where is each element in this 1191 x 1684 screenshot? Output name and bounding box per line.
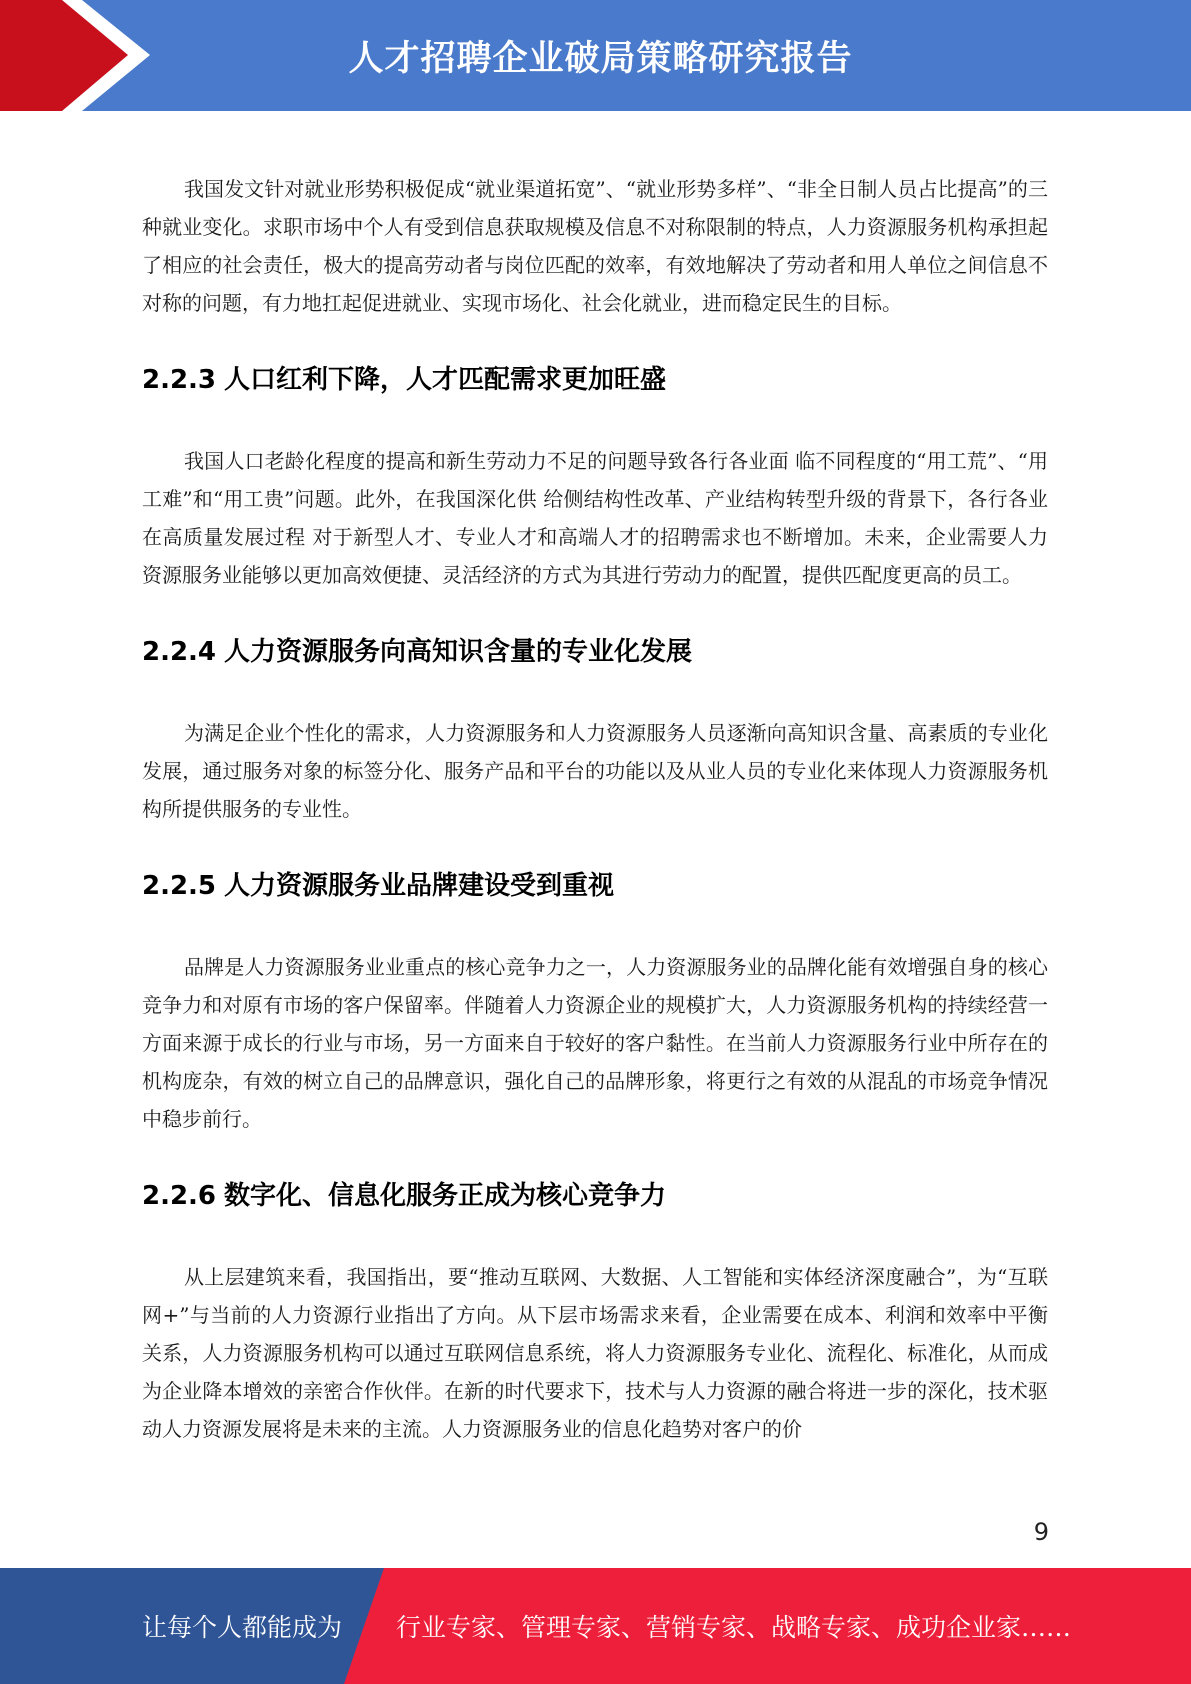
paragraph: 我国人口老龄化程度的提高和新生劳动力不足的问题导致各行各业面 临不同程度的“用工荒”、“用工难”和“用工贵”问题。此外，在我国深化供 给侧结构性改革、产业结构转型升级的背景下，各行各业在高质量发展过程 对于新型人才、专业人才和高端人才的招聘需求也不断增加。未来，企业需要人力资源服务业能够以更加高效便捷、灵活经济的方式为其进行劳动力的配置，提供匹配度更高的员工。 <box>142 449 1048 587</box>
intro-section <box>142 170 1048 322</box>
section-number: 2.2.4 <box>142 637 217 667</box>
section-heading-2-2-5 <box>142 868 1048 904</box>
section-number: 2.2.6 <box>142 1181 217 1211</box>
section-heading-2-2-6 <box>142 1178 1048 1214</box>
section-heading-2-2-3 <box>142 362 1048 398</box>
page-number: 9 <box>1033 1518 1049 1546</box>
paragraph: 为满足企业个性化的需求，人力资源服务和人力资源服务人员逐渐向高知识含量、高素质的专业化发展，通过服务对象的标签分化、服务产品和平台的功能以及从业人员的专业化来体现人力资源服务机构所提供服务的专业性。 <box>142 721 1048 821</box>
section-number: 2.2.3 <box>142 365 217 395</box>
paragraph: 品牌是人力资源服务业业重点的核心竞争力之一，人力资源服务业的品牌化能有效增强自身的核心竞争力和对原有市场的客户保留率。伴随着人力资源企业的规模扩大，人力资源服务机构的持续经营一方面来源于成长的行业与市场，另一方面来自于较好的客户黏性。在当前人力资源服务行业中所存在的机构庞杂，有效的树立自己的品牌意识，强化自己的品牌形象，将更行之有效的从混乱的市场竞争情况中稳步前行。 <box>142 955 1048 1131</box>
section-heading-2-2-4 <box>142 634 1048 670</box>
footer-slogan-right: 行业专家、管理专家、营销专家、战略专家、成功企业家…… <box>396 1613 1072 1642</box>
section-number: 2.2.5 <box>142 871 217 901</box>
section-title: 数字化、信息化服务正成为核心竞争力 <box>224 1181 667 1211</box>
page-content <box>142 170 1048 1448</box>
section-title: 人力资源服务向高知识含量的专业化发展 <box>224 637 693 667</box>
page-header <box>0 0 1191 111</box>
paragraph: 我国发文针对就业形势积极促成“就业渠道拓宽”、“就业形势多样”、“非全日制人员占比提高”的三种就业变化。求职市场中个人有受到信息获取规模及信息不对称限制的特点，人力资源服务机构承担起了相应的社会责任，极大的提高劳动者与岗位匹配的效率，有效地解决了劳动者和用人单位之间信息不对称的问题，有力地扛起促进就业、实现市场化、社会化就业，进而稳定民生的目标。 <box>142 177 1048 315</box>
paragraph: 从上层建筑来看，我国指出，要“推动互联网、大数据、人工智能和实体经济深度融合”，为“互联网+”与当前的人力资源行业指出了方向。从下层市场需求来看，企业需要在成本、利润和效率中平衡关系，人力资源服务机构可以通过互联网信息系统，将人力资源服务专业化、流程化、标准化，从而成为企业降本增效的亲密合作伙伴。在新的时代要求下，技术与人力资源的融合将进一步的深化，技术驱动人力资源发展将是未来的主流。人力资源服务业的信息化趋势对客户的价 <box>142 1265 1048 1441</box>
section-title: 人口红利下降，人才匹配需求更加旺盛 <box>224 365 667 395</box>
footer-slogan-left: 让每个人都能成为 <box>142 1613 343 1642</box>
report-title: 人才招聘企业破局策略研究报告 <box>348 38 853 79</box>
section-title: 人力资源服务业品牌建设受到重视 <box>224 871 615 901</box>
page-footer <box>0 1568 1191 1684</box>
